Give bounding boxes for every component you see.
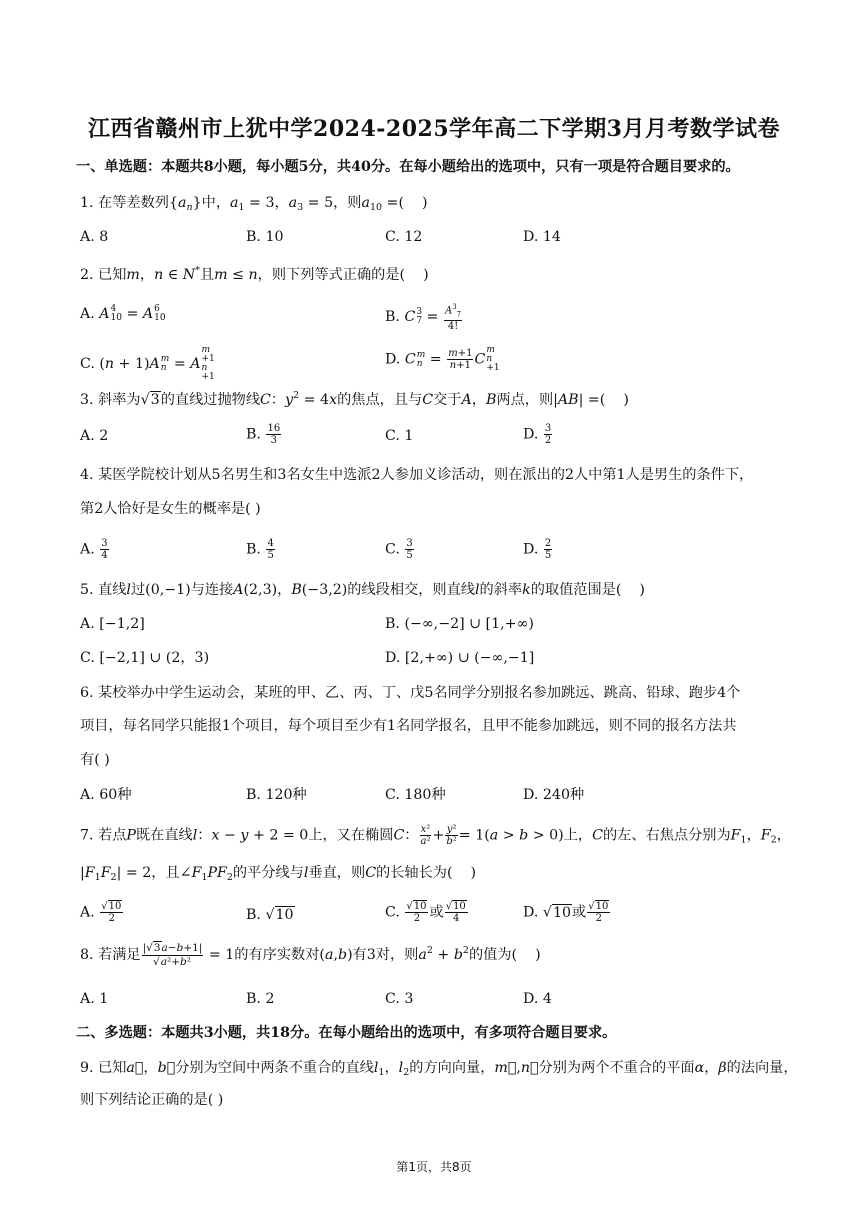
q3-option-a: A. 2 <box>80 428 109 444</box>
q2-option-d: D. C m n = $\frac{m+1}{n+1}$ C m n +1 <box>385 345 500 373</box>
question-9-line-1: 9. 已知a⃗，b⃗分别为空间中两条不重合的直线$l_1$，$l_2$的方向向量，m⃗,n⃗分别为两个不重合的平面α，β的法向量， <box>80 1060 798 1078</box>
question-8: 8. 若满足 $\frac{|√3a-b+1|}{\text{√a²+b²}}$ = 1的有序实数对(a,b)有3对，则$a^2 + b^2$的值为( ) <box>80 941 541 968</box>
q6-option-a: A. 60种 <box>80 787 132 803</box>
q1-option-a: A. 8 <box>80 229 109 245</box>
page-title: 江西省赣州市上犹中学2024-2025学年高二下学期3月月考数学试卷 <box>88 116 780 142</box>
q7-option-b: B. √10 <box>246 907 294 923</box>
question-7-line-1: 7. 若点P既在直线l：x − y + 2 = 0上，又在椭圆C： $\frac{\text{x²}}{\text{a²}}$ + $\frac{\text{y²}}{\text{b²}}$ = 1(a > b > 0)上，C的左、右焦点分别为$F_1$，$F_2$， <box>80 824 791 847</box>
question-6-line-1: 6. 某校举办中学生运动会，某班的甲、乙、丙、丁、戊5名同学分别报名参加跳远、跳高、铅球、跑步4个 <box>80 685 741 701</box>
q3-option-b: B. $\frac{16}{3}$ <box>246 423 281 446</box>
q6-option-d: D. 240种 <box>523 787 585 803</box>
section-single-choice: 一、单选题：本题共8小题，每小题5分，共40分。在每小题给出的选项中，只有一项是符合题目要求的。 <box>76 159 740 175</box>
question-4-line-2: 第2人恰好是女生的概率是( ) <box>80 501 261 517</box>
question-6-line-3: 有( ) <box>80 752 110 768</box>
question-2: 2. 已知m，n ∈ N*且m ≤ n，则下列等式正确的是( ) <box>80 265 429 283</box>
q2-option-c: C. (n + 1)A m n = A m +1 n +1 <box>80 345 215 382</box>
q7-option-c: C. $\frac{√10}{2}$ 或 $\frac{√10}{4}$ <box>385 901 466 924</box>
q3-option-c: C. 1 <box>385 428 414 444</box>
q7-option-a: A. $\frac{√10}{2}$ <box>80 901 122 924</box>
q2-option-b: B. C 3 7 = $\frac{A^3_7}{4!}$ <box>385 303 462 333</box>
page-footer: 第1页，共8页 <box>396 1160 472 1174</box>
question-3: 3. 斜率为√3的直线过抛物线C：$y^2 = 4x$的焦点，且与C交于A，B两点，则|AB| =( ) <box>80 390 629 408</box>
question-7-line-2: $|F_1F_2| = 2$，且$\angle F_1PF_2$的平分线与l垂直，则C的长轴长为( ) <box>80 865 477 883</box>
q3-option-d: D. $\frac{3}{2}$ <box>523 423 552 446</box>
q7-option-d: D. √10或 $\frac{√10}{2}$ <box>523 901 609 924</box>
q4-option-b: B. $\frac{4}{5}$ <box>246 538 274 561</box>
q8-option-d: D. 4 <box>523 991 552 1007</box>
question-1: 1. 在等差数列$\{a_n\}$中，$a_1 = 3$，$a_3 = 5$，则$a_{10}$ =( ) <box>80 195 428 213</box>
section-multiple-choice: 二、多选题：本题共3小题，共18分。在每小题给出的选项中，有多项符合题目要求。 <box>76 1025 617 1041</box>
q6-option-b: B. 120种 <box>246 787 307 803</box>
q2-option-a: A. A 4 10 = A 6 10 <box>80 304 166 323</box>
q1-option-c: C. 12 <box>385 229 423 245</box>
q4-option-d: D. $\frac{2}{5}$ <box>523 538 552 561</box>
question-9-line-2: 则下列结论正确的是( ) <box>80 1092 224 1108</box>
q5-option-d: D. [2,+∞) ∪ (−∞,−1] <box>385 650 535 666</box>
q5-option-a: A. [−1,2] <box>80 616 145 632</box>
q5-option-c: C. [−2,1] ∪ (2，3) <box>80 650 210 666</box>
q5-option-b: B. (−∞,−2] ∪ [1,+∞) <box>385 616 534 632</box>
question-5: 5. 直线l过(0,−1)与连接A(2,3)，B(−3,2)的线段相交，则直线l的斜率k的取值范围是( ) <box>80 582 645 598</box>
q8-option-c: C. 3 <box>385 991 414 1007</box>
q8-option-a: A. 1 <box>80 991 109 1007</box>
q4-option-c: C. $\frac{3}{5}$ <box>385 538 413 561</box>
q1-option-d: D. 14 <box>523 229 561 245</box>
q8-option-b: B. 2 <box>246 991 275 1007</box>
q4-option-a: A. $\frac{3}{4}$ <box>80 538 108 561</box>
question-4-line-1: 4. 某医学院校计划从5名男生和3名女生中选派2人参加义诊活动，则在派出的2人中第1人是男生的条件下， <box>80 467 754 483</box>
question-6-line-2: 项目，每名同学只能报1个项目，每个项目至少有1名同学报名，且甲不能参加跳远，则不同的报名方法共 <box>80 718 737 734</box>
q1-option-b: B. 10 <box>246 229 284 245</box>
q6-option-c: C. 180种 <box>385 787 446 803</box>
